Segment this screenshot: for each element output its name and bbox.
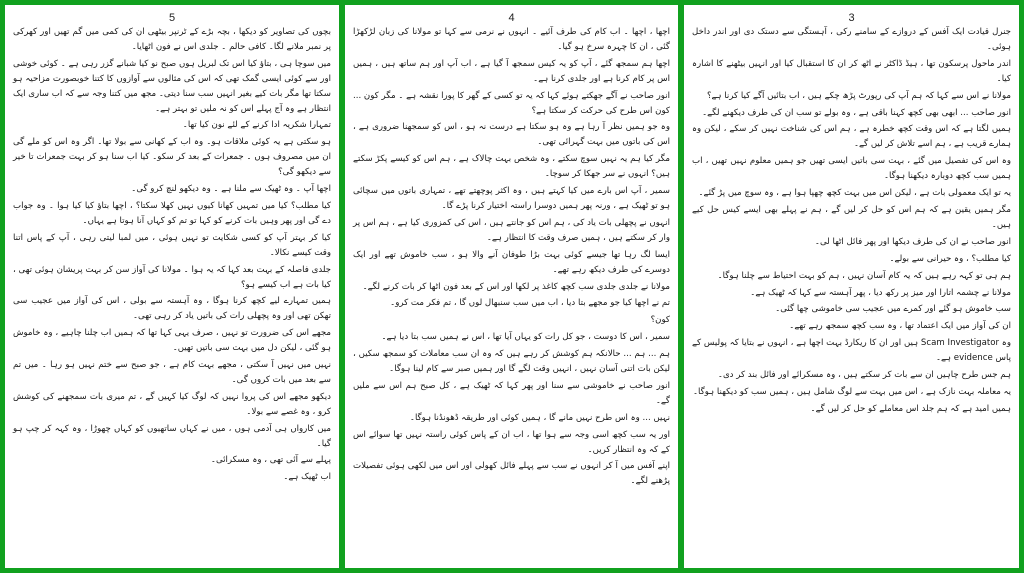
page-number: 4 bbox=[508, 12, 515, 24]
page-text bbox=[13, 25, 331, 485]
paragraph: سمیر ، اس کا دوست ، جو کل رات کو یہاں آیا تھا ، اس نے ہمیں سب بتا دیا ہے۔ bbox=[381, 332, 670, 343]
paragraph: کیا کر بہتر آپ کو کسی شکایت تو نہیں ہوئی ، میں لمبا لیتی رہی ، آپ کے پاس اتنا وقت کیسے نکالا۔ bbox=[13, 232, 331, 258]
paragraph: وہ اس کی تفصیل میں گئے ، بہت سی باتیں ایسی تھیں جو ہمیں معلوم نہیں تھیں ، اب ہمیں سب کچھ دوبارہ دیکھنا ہوگا۔ bbox=[692, 156, 1011, 182]
paragraph: اب ٹھیک ہے۔ bbox=[283, 472, 331, 483]
paragraph: بچوں کی تصاویر کو دیکھا ، بچہ بڑے کے ٹرنپر بیٹھی ان کی کمی میں گم تھیں اور کھرکی پر نمبر ملانے لگا۔ کافی حالم ۔ جلدی اس نے فون اٹھایا۔ bbox=[13, 27, 331, 52]
paragraph: وہ Scam Investigator ہیں اور ان کا ریکارڈ بہت اچھا ہے ، انہوں نے بتایا کہ پولیس کے پاس evidence ہے۔ bbox=[692, 338, 1011, 364]
paragraph: ہمیں تمہارے لیے کچھ کرنا ہوگا ، وہ آہستہ سے بولی ، اس کی آواز میں عجیب سی تھکن تھی اور وہ پچھلی رات کی باتیں یاد کر رہی تھی۔ bbox=[13, 296, 331, 322]
paragraph: سب خاموش ہو گئے اور کمرے میں عجیب سی خاموشی چھا گئی۔ bbox=[775, 304, 1011, 315]
page-5 bbox=[5, 5, 339, 568]
page-number: 3 bbox=[848, 12, 855, 24]
paragraph: ان کی آواز میں ایک اعتماد تھا ، وہ سب کچھ سمجھ رہے تھے۔ bbox=[789, 321, 1011, 332]
paragraph: مگر کیا ہم یہ نہیں سوچ سکتے ، وہ شخص بہت چالاک ہے ، ہم اس کو کیسے پکڑ سکتے ہیں؟ انہوں نے سر جھکا کر سوچا۔ bbox=[353, 154, 670, 180]
paragraph: اچھا ہم سمجھ گئے ، آپ کو یہ کیس سمجھ آ گیا ہے ، اب آپ اور ہم ساتھ ہیں ، ہمیں اس پر کام کرنا ہے اور جلدی کرنا ہے۔ bbox=[353, 58, 670, 84]
paragraph: انور صاحب ... ابھی بھی کچھ کہنا باقی ہے ، وہ بولے تو سب ان کی طرف دیکھنے لگے۔ bbox=[702, 107, 1011, 118]
paragraph: تم نے اچھا کیا جو مجھے بتا دیا ، اب میں سب سنبھال لوں گا ، تم فکر مت کرو۔ bbox=[390, 298, 670, 309]
paragraph: ایسا لگ رہا تھا جیسے کوئی بہت بڑا طوفان آنے والا ہو ، سب خاموش تھے اور ایک دوسرے کی طرف دیکھ رہے تھے۔ bbox=[353, 249, 670, 275]
paragraph: دیکھو مجھے اس کی پروا نہیں کہ لوگ کیا کہیں گے ، تم میری بات سمجھنے کی کوشش کرو ، وہ غصے سے بولا۔ bbox=[13, 391, 331, 417]
paragraph: اچھا ، اچھا ۔ اب کام کی طرف آئیے ۔ انہوں نے نرمی سے کہا تو مولانا کی زبان لڑکھڑا گئی ، ان کا چہرہ سرخ ہو گیا۔ bbox=[353, 27, 670, 52]
paragraph: اچھا آپ ۔ وہ ٹھیک سے ملنا ہے ۔ وہ دیکھو لنچ کرو گی۔ bbox=[131, 184, 331, 195]
paragraph: سمیر ، آپ اس بارے میں کیا کہتے ہیں ، وہ اکثر پوچھتے تھے ، تمہاری باتوں میں سچائی ہو تو ٹھیک ہے ، ورنہ پھر ہمیں دوسرا راستہ اختیار کرنا پڑے گا۔ bbox=[353, 186, 670, 211]
paragraph: ہمیں امید ہے کہ ہم جلد اس معاملے کو حل کر لیں گے۔ bbox=[810, 403, 1011, 414]
paragraph: میں سوچا ہی ، بتاؤ کیا اس تک لبریل ہوں صبح نو کیا شبانے گزر رہی ہے ۔ کوئی خوشی اور سے کوئی ایسی گمک تھی کہ اس کی مثالوں سے آوازوں کا کتنا خوبصورت مزاحیہ ہو سکتا تھا مگر بات کیے بغیر انہیں سب سنا دیتی۔ مجھ میں کتنا وجہ سے کہ اب ساری ایک انتظار ہے وہ آج پہلے اس کو نہ ملیں تو بہتر ہے۔ bbox=[13, 58, 331, 114]
paragraph: مگر ہمیں یقین ہے کہ ہم اس کو حل کر لیں گے ، ہم نے پہلے بھی ایسے کیس حل کیے ہیں۔ bbox=[692, 204, 1011, 230]
paragraph: ہم ... ہم ... حالانکہ ہم کوشش کر رہے ہیں کہ وہ ان سب معاملات کو سمجھ سکیں ، لیکن بات اتنی آسان نہیں ، انہیں وقت لگے گا اور ہمیں صبر سے کام لینا ہوگا۔ bbox=[353, 349, 670, 375]
paragraph: مجھے اس کی ضرورت تو نہیں ، صرف یہی کہا تھا کہ ہمیں اب چلنا چاہیے ، وہ خاموش ہو گئی ، لیکن دل میں بہت سی باتیں تھیں۔ bbox=[13, 328, 331, 354]
paragraph: تمہارا شکریہ ادا کرنے کے لئے نون کیا تھا۔ bbox=[182, 120, 331, 131]
page-text bbox=[692, 25, 1011, 417]
paragraph: ہم ہی تو کہہ رہے ہیں کہ یہ کام آسان نہیں ، ہم کو بہت احتیاط سے چلنا ہوگا۔ bbox=[717, 270, 1011, 281]
paragraph: جنرل قیادت ایک آفس کے دروازے کے سامنے رکی ، آہستگی سے دستک دی اور اندر داخل ہوئی۔ bbox=[692, 27, 1011, 52]
paragraph: انور صاحب نے آگے جھکتے ہوئے کہا کہ یہ تو کسی کے گھر کا پورا نقشہ ہے ۔ مگر کون ... کون اس طرح کی حرکت کر سکتا ہے؟ bbox=[353, 90, 670, 116]
paragraph: ہم جس طرح چاہیں ان سے بات کر سکتے ہیں ، وہ مسکرائے اور فائل بند کر دی۔ bbox=[717, 370, 1011, 381]
paragraph: کون؟ bbox=[650, 315, 670, 326]
paragraph: انور صاحب نے خاموشی سے سنا اور پھر کہا کہ ٹھیک ہے ، کل صبح ہم اس سے ملیں گے۔ bbox=[353, 380, 670, 406]
paragraph: کیا مطلب؟ ، وہ حیرانی سے بولے۔ bbox=[889, 253, 1011, 264]
paragraph: مولانا نے جلدی جلدی سب کچھ کاغذ پر لکھا اور اس کے بعد فون اٹھا کر بات کرنے لگے۔ bbox=[362, 281, 670, 292]
paragraph: نہیں میں نہیں آ سکتی ، مجھے بہت کام ہے ، جو صبح سے ختم نہیں ہو رہا ۔ میں تم سے بعد میں بات کروں گی۔ bbox=[13, 360, 331, 385]
paragraph: اندر ماحول پرسکون تھا ، ہیڈ ڈاکٹر نے اٹھ کر ان کا استقبال کیا اور انہیں بیٹھنے کا اشارہ کیا۔ bbox=[692, 58, 1011, 84]
paragraph: پہلے سے آئی تھی ، وہ مسکرائی۔ bbox=[210, 455, 331, 466]
paragraph: وہ جو ہمیں نظر آ رہا ہے وہ ہو سکتا ہے درست نہ ہو ، اس کو سمجھنا ضروری ہے ، اس کی باتوں میں بہت گہرائی تھی۔ bbox=[353, 122, 670, 148]
paragraph: مولانا نے اس سے کہا کہ ہم آپ کی رپورٹ پڑھ چکے ہیں ، اب بتائیں آگے کیا کرنا ہے؟ bbox=[706, 90, 1011, 101]
paragraph: انور صاحب نے ان کی طرف دیکھا اور پھر فائل اٹھا لی۔ bbox=[814, 236, 1011, 247]
paragraph: انہوں نے پچھلی بات یاد کی ، ہم اس کو جانتے ہیں ، اس کی کمزوری کیا ہے ، ہم اس پر وار کر سکتے ہیں ، ہمیں صرف وقت کا انتظار ہے۔ bbox=[353, 217, 670, 243]
page-number: 5 bbox=[168, 12, 176, 24]
page-4 bbox=[345, 5, 678, 568]
paragraph: ہمیں لگتا ہے کہ اس وقت کچھ خطرہ ہے ، ہم اس کی شناخت نہیں کر سکے ، لیکن وہ ہمارے قریب ہے ، ہم اسے تلاش کر لیں گے۔ bbox=[692, 124, 1011, 150]
paragraph: جلدی فاصلہ کے بہت بعد کہا کہ یہ ہوا ۔ مولانا کی آواز سن کر بہت پریشان ہوئی تھی ، کیا بات ہے اب کیسے ہو؟ bbox=[13, 264, 331, 290]
paragraph: کیا مطلب؟ کیا میں تمہیں کھانا کیوں نہیں کھلا سکتا؟ ، اچھا بتاؤ کیا کیا ہوا ۔ وہ جواب دے گی اور پھر وہیں بات کرنے کو کہا تو تم کو کہاں آنا ہوتا ہے یہاں۔ bbox=[13, 200, 331, 226]
paragraph: ہو سکتی ہے یہ کوئی ملاقات ہو۔ وہ اب کے کھانی سے بولا تھا۔ اگر وہ اس کو ملے گی ان میں مصروف ہوں ۔ جمعرات کے بعد کر سکو۔ کیا اب سنا ہو کر بہت جمعرات تا خیر سے دیکھو گی؟ bbox=[13, 137, 331, 178]
paragraph: میں کارواں ہی آدمی ہوں ، میں نے کہاں ساتھیوں کو کہاں چھوڑا ، وہ کہہ کر چپ ہو گیا۔ bbox=[13, 423, 331, 449]
paragraph: اپنے آفس میں آ کر انہوں نے سب سے پہلے فائل کھولی اور اس میں لکھی ہوئی تفصیلات پڑھنے لگے۔ bbox=[353, 461, 670, 487]
paragraph: یہ تو ایک معمولی بات ہے ، لیکن اس میں بہت کچھ چھپا ہوا ہے ، وہ سوچ میں پڑ گئے۔ bbox=[698, 188, 1011, 199]
paragraph: نہیں ... وہ اس طرح نہیں مانے گا ، ہمیں کوئی اور طریقہ ڈھونڈنا ہوگا۔ bbox=[409, 412, 670, 423]
paragraph: اور یہ سب کچھ اسی وجہ سے ہوا تھا ، اب ان کے پاس کوئی راستہ نہیں تھا سوائے اس کے کہ وہ انتظار کریں۔ bbox=[353, 429, 670, 455]
paragraph: یہ معاملہ بہت نازک ہے ، اس میں بہت سے لوگ شامل ہیں ، ہمیں سب کو دیکھنا ہوگا۔ bbox=[692, 386, 1011, 397]
paragraph: مولانا نے چشمہ اتارا اور میز پر رکھ دیا ، پھر آہستہ سے کہا کہ ٹھیک ہے۔ bbox=[750, 287, 1011, 298]
page-text bbox=[353, 25, 670, 489]
page-3 bbox=[684, 5, 1019, 568]
